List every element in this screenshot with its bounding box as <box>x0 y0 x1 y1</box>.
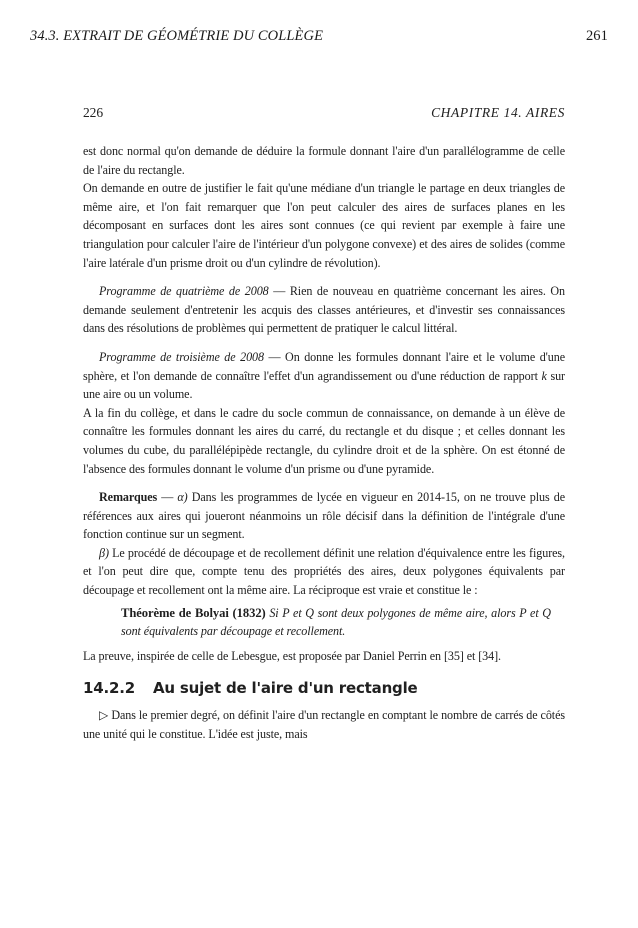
paragraph-parallelogram: est donc normal qu'on demande de déduire la formule donnant l'aire d'un parallélogramme de celle de l'aire du rectangle. <box>83 144 565 177</box>
remarque-alpha: α) <box>177 490 188 505</box>
paragraph-troisieme <box>83 348 565 404</box>
triangle-marker-icon: ▷ <box>99 708 109 723</box>
paragraph-premier-degre <box>83 706 565 743</box>
scan-chapter-title: CHAPITRE 14. AIRES <box>431 105 565 120</box>
remarque-beta-text: Le procédé de découpage et de recollement définit une relation d'équivalence entre les figures, et l'on peut dire que, compte tenu des propriétés des aires, deux polygones équivalents par découpage et recollement ont la même aire. La réciproque est vraie et constitue le : <box>83 545 565 598</box>
scan-header <box>83 104 565 126</box>
scanned-page-excerpt <box>83 104 565 874</box>
variable-k: k <box>541 368 547 383</box>
scan-page-number: 226 <box>83 105 104 120</box>
theorem-title: Théorème de Bolyai (1832) <box>121 605 266 620</box>
theorem-text-5: sont équivalents par découpage et recollement. <box>121 624 346 639</box>
paragraph-quatrieme <box>83 282 565 338</box>
section-heading <box>83 679 565 698</box>
paragraph-median: On demande en outre de justifier le fait qu'une médiane d'un triangle le partage en deux triangles de même aire, et l'on fait remarquer que l'on peut calculer des aires de surfaces planes en les décomposant en surfaces dont les aires sont connues (ce qui revient par exemple à faire une triangulation pour calculer l'aire de l'intérieur d'un polygone convexe) et des aires de solides (comme l'aire latérale d'un prisme droit ou d'un cylindre de révolution). <box>83 181 565 270</box>
section-title: Au sujet de l'aire d'un rectangle <box>152 679 418 698</box>
remarques-dash: — <box>157 490 178 505</box>
page-number: 261 <box>585 28 608 44</box>
theorem-text-4: et <box>526 605 543 620</box>
programme-troisieme-text-b: sur une aire ou un volume. <box>83 368 565 402</box>
remarque-beta: β) <box>99 545 109 560</box>
theorem-var-q-2: Q <box>542 605 551 620</box>
paragraph-decoupage <box>83 544 565 600</box>
theorem-var-q: Q <box>305 605 314 620</box>
theorem-bolyai <box>121 604 551 641</box>
remarque-alpha-text: Dans les programmes de lycée en vigueur en 2014-15, on ne trouve plus de références aux aires qui joueront néanmoins un rôle décisif dans la définition de l'intégrale d'une fonction continue sur un segment. <box>83 490 565 542</box>
programme-quatrieme-text: — Rien de nouveau en quatrième concernant les aires. On demande seulement d'entretenir les acquis des classes antérieures, et d'investir ses connaissances dans des résolutions de problèmes qui permettent de pratiquer le calcul littéral. <box>83 284 565 336</box>
running-head-title: 34.3. EXTRAIT DE GÉOMÉTRIE DU COLLÈGE <box>30 28 324 44</box>
programme-troisieme-text-a: — On donne les formules donnant l'aire et le volume d'une sphère, et l'on demande de connaître l'effet d'un agrandissement ou d'une réduction de rapport <box>83 349 565 383</box>
theorem-text-3: sont deux polygones de même aire, alors <box>313 605 520 620</box>
programme-troisieme-label: Programme de troisième de 2008 <box>99 349 264 364</box>
paragraph-preuve: La preuve, inspirée de celle de Lebesgue, est proposée par Daniel Perrin en [35] et [34]. <box>83 648 501 663</box>
remarques-label: Remarques <box>99 490 158 505</box>
theorem-text-2: et <box>289 605 306 620</box>
theorem-var-p-2: P <box>519 605 527 620</box>
theorem-text-1: Si <box>265 605 283 620</box>
programme-quatrieme-label: Programme de quatrième de 2008 <box>99 284 269 299</box>
paragraph-remarques <box>83 488 565 544</box>
paragraph-socle-commun: A la fin du collège, et dans le cadre du socle commun de connaissance, on demande à un élève de connaître les formules donnant les aires du carré, du rectangle et du disque ; et celles donnant les volumes du cube, du parallélépipède rectangle, du cylindre droit et de la sphère. On est étonné de l'absence des formules donnant le volume d'un prisme ou d'une pyramide. <box>83 405 565 476</box>
running-header <box>30 28 608 50</box>
premier-degre-text: Dans le premier degré, on définit l'aire d'un rectangle en comptant le nombre de carrés de côtés une unité qui le constitue. L'idée est juste, mais <box>83 708 565 741</box>
theorem-var-p: P <box>282 605 290 620</box>
section-number: 14.2.2 <box>83 679 135 698</box>
